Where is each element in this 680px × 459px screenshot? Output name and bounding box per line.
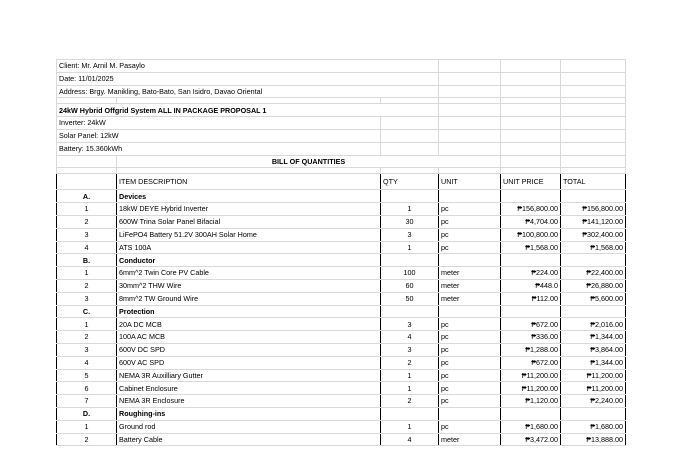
- item-unit-price-cell[interactable]: ₱224.00: [501, 267, 561, 280]
- item-total-cell[interactable]: ₱22,400.00: [561, 267, 626, 280]
- item-row: [57, 241, 626, 254]
- section-letter-cell[interactable]: B.: [57, 254, 117, 267]
- empty-total-cell[interactable]: [561, 407, 626, 420]
- proposal-title-row: [57, 104, 626, 117]
- battery-row: [57, 142, 626, 155]
- empty-price-cell[interactable]: [501, 254, 561, 267]
- item-unit-cell[interactable]: pc: [439, 318, 501, 331]
- item-total-cell[interactable]: ₱2,016.00: [561, 318, 626, 331]
- section-row: [57, 305, 626, 318]
- item-number-cell[interactable]: 4: [57, 241, 117, 254]
- item-row: [57, 203, 626, 216]
- empty-total-cell[interactable]: [561, 190, 626, 203]
- item-unit-cell[interactable]: pc: [439, 215, 501, 228]
- item-row: [57, 267, 626, 280]
- item-total-cell[interactable]: ₱141,120.00: [561, 215, 626, 228]
- item-unit-price-cell[interactable]: ₱112.00: [501, 292, 561, 305]
- item-unit-price-cell[interactable]: ₱11,200.00: [501, 369, 561, 382]
- item-number-cell[interactable]: 2: [57, 215, 117, 228]
- item-unit-price-cell[interactable]: ₱4,704.00: [501, 215, 561, 228]
- item-number-cell[interactable]: 1: [57, 318, 117, 331]
- item-unit-price-cell[interactable]: ₱672.00: [501, 356, 561, 369]
- item-unit-cell[interactable]: pc: [439, 382, 501, 395]
- item-description-cell[interactable]: 8mm^2 TW Ground Wire: [117, 292, 381, 305]
- item-row: [57, 382, 626, 395]
- section-letter-cell[interactable]: A.: [57, 190, 117, 203]
- header-unit-price-cell[interactable]: UNIT PRICE: [501, 174, 561, 190]
- item-qty-cell[interactable]: 3: [381, 318, 439, 331]
- item-number-cell[interactable]: 1: [57, 420, 117, 433]
- item-row: [57, 331, 626, 344]
- client-row: [57, 60, 626, 73]
- item-row: [57, 395, 626, 408]
- item-unit-price-cell[interactable]: ₱336.00: [501, 331, 561, 344]
- item-qty-cell[interactable]: 2: [381, 395, 439, 408]
- battery-cell[interactable]: Battery: 15.360kWh: [57, 142, 381, 155]
- item-unit-cell[interactable]: pc: [439, 420, 501, 433]
- item-qty-cell[interactable]: 4: [381, 331, 439, 344]
- item-number-cell[interactable]: 5: [57, 369, 117, 382]
- address-row: [57, 85, 626, 98]
- item-unit-price-cell[interactable]: ₱100,800.00: [501, 228, 561, 241]
- item-unit-price-cell[interactable]: ₱1,288.00: [501, 343, 561, 356]
- item-unit-price-cell[interactable]: ₱672.00: [501, 318, 561, 331]
- empty-price-cell[interactable]: [501, 407, 561, 420]
- item-qty-cell[interactable]: 3: [381, 343, 439, 356]
- item-description-cell[interactable]: LiFePO4 Battery 51.2V 300AH Solar Home: [117, 228, 381, 241]
- client-cell[interactable]: Client: Mr. Arnil M. Pasaylo: [57, 60, 439, 73]
- empty-qty-cell[interactable]: [381, 305, 439, 318]
- item-total-cell[interactable]: ₱1,344.00: [561, 331, 626, 344]
- item-unit-price-cell[interactable]: ₱1,680.00: [501, 420, 561, 433]
- item-unit-cell[interactable]: meter: [439, 292, 501, 305]
- section-row: [57, 407, 626, 420]
- item-unit-price-cell[interactable]: ₱156,800.00: [501, 203, 561, 216]
- item-qty-cell[interactable]: 1: [381, 241, 439, 254]
- item-row: [57, 420, 626, 433]
- item-qty-cell[interactable]: 100: [381, 267, 439, 280]
- item-total-cell[interactable]: ₱5,600.00: [561, 292, 626, 305]
- item-qty-cell[interactable]: 60: [381, 279, 439, 292]
- item-unit-price-cell[interactable]: ₱11,200.00: [501, 382, 561, 395]
- empty-qty-cell[interactable]: [381, 190, 439, 203]
- item-qty-cell[interactable]: 2: [381, 356, 439, 369]
- empty-total-cell[interactable]: [561, 305, 626, 318]
- solar-panel-row: [57, 129, 626, 142]
- item-unit-cell[interactable]: pc: [439, 228, 501, 241]
- item-number-cell[interactable]: 1: [57, 203, 117, 216]
- empty-unit-cell[interactable]: [439, 254, 501, 267]
- item-row: [57, 369, 626, 382]
- item-row: [57, 279, 626, 292]
- item-row: [57, 228, 626, 241]
- item-description-cell[interactable]: 20A DC MCB: [117, 318, 381, 331]
- column-header-row: [57, 174, 626, 190]
- item-number-cell[interactable]: 2: [57, 279, 117, 292]
- item-row: [57, 215, 626, 228]
- item-qty-cell[interactable]: 4: [381, 433, 439, 446]
- item-unit-cell[interactable]: meter: [439, 279, 501, 292]
- item-qty-cell[interactable]: 1: [381, 382, 439, 395]
- item-description-cell[interactable]: 100A AC MCB: [117, 331, 381, 344]
- item-description-cell[interactable]: Battery Cable: [117, 433, 381, 446]
- item-number-cell[interactable]: 3: [57, 228, 117, 241]
- inverter-row: [57, 117, 626, 130]
- item-unit-price-cell[interactable]: ₱3,472.00: [501, 433, 561, 446]
- item-total-cell[interactable]: ₱11,200.00: [561, 369, 626, 382]
- item-description-cell[interactable]: NEMA 3R Enclosure: [117, 395, 381, 408]
- boq-title-row: [57, 155, 626, 168]
- bill-of-quantities-sheet: [56, 59, 626, 446]
- header-unit-cell[interactable]: UNIT: [439, 174, 501, 190]
- item-total-cell[interactable]: ₱1,568.00: [561, 241, 626, 254]
- section-name-cell[interactable]: Roughing-ins: [117, 407, 381, 420]
- item-description-cell[interactable]: NEMA 3R Auxilliary Gutter: [117, 369, 381, 382]
- section-name-cell[interactable]: Protection: [117, 305, 381, 318]
- item-description-cell[interactable]: 600W Trina Solar Panel Bifacial: [117, 215, 381, 228]
- item-unit-cell[interactable]: pc: [439, 356, 501, 369]
- item-unit-price-cell[interactable]: ₱1,120.00: [501, 395, 561, 408]
- item-unit-cell[interactable]: pc: [439, 241, 501, 254]
- date-cell[interactable]: Date: 11/01/2025: [57, 72, 439, 85]
- item-number-cell[interactable]: 2: [57, 331, 117, 344]
- header-no-cell[interactable]: [57, 174, 117, 190]
- item-description-cell[interactable]: Cabinet Enclosure: [117, 382, 381, 395]
- header-description-cell[interactable]: ITEM DESCRIPTION: [117, 174, 381, 190]
- empty-unit-cell[interactable]: [439, 190, 501, 203]
- item-description-cell[interactable]: 18kW DEYE Hybrid Inverter: [117, 203, 381, 216]
- proposal-title-cell[interactable]: 24kW Hybrid Offgrid System ALL IN PACKAGE PROPOSAL 1: [57, 104, 439, 117]
- item-unit-cell[interactable]: pc: [439, 395, 501, 408]
- item-row: [57, 318, 626, 331]
- item-unit-cell[interactable]: pc: [439, 369, 501, 382]
- empty-qty-cell[interactable]: [381, 407, 439, 420]
- item-number-cell[interactable]: 3: [57, 343, 117, 356]
- item-total-cell[interactable]: ₱156,800.00: [561, 203, 626, 216]
- item-number-cell[interactable]: 1: [57, 267, 117, 280]
- item-number-cell[interactable]: 7: [57, 395, 117, 408]
- section-row: [57, 190, 626, 203]
- empty-unit-cell[interactable]: [439, 305, 501, 318]
- item-total-cell[interactable]: ₱3,864.00: [561, 343, 626, 356]
- item-total-cell[interactable]: ₱302,400.00: [561, 228, 626, 241]
- item-unit-cell[interactable]: pc: [439, 331, 501, 344]
- item-qty-cell[interactable]: 1: [381, 369, 439, 382]
- item-number-cell[interactable]: 4: [57, 356, 117, 369]
- item-total-cell[interactable]: ₱2,240.00: [561, 395, 626, 408]
- item-total-cell[interactable]: ₱11,200.00: [561, 382, 626, 395]
- inverter-cell[interactable]: Inverter: 24kW: [57, 117, 381, 130]
- item-total-cell[interactable]: ₱13,888.00: [561, 433, 626, 446]
- item-unit-price-cell[interactable]: ₱1,568.00: [501, 241, 561, 254]
- item-description-cell[interactable]: 30mm^2 THW Wire: [117, 279, 381, 292]
- item-row: [57, 343, 626, 356]
- boq-title-cell[interactable]: BILL OF QUANTITIES: [117, 155, 501, 168]
- empty-price-cell[interactable]: [501, 305, 561, 318]
- empty-unit-cell[interactable]: [439, 407, 501, 420]
- item-description-cell[interactable]: ATS 100A: [117, 241, 381, 254]
- item-number-cell[interactable]: 3: [57, 292, 117, 305]
- section-name-cell[interactable]: Devices: [117, 190, 381, 203]
- item-unit-cell[interactable]: pc: [439, 343, 501, 356]
- item-number-cell[interactable]: 6: [57, 382, 117, 395]
- address-cell[interactable]: Address: Brgy. Manikling, Bato-Bato, San Isidro, Davao Oriental: [57, 85, 439, 98]
- item-qty-cell[interactable]: 3: [381, 228, 439, 241]
- header-qty-cell[interactable]: QTY: [381, 174, 439, 190]
- date-row: [57, 72, 626, 85]
- item-unit-cell[interactable]: meter: [439, 433, 501, 446]
- section-name-cell[interactable]: Conductor: [117, 254, 381, 267]
- item-total-cell[interactable]: ₱1,344.00: [561, 356, 626, 369]
- item-qty-cell[interactable]: 1: [381, 420, 439, 433]
- item-total-cell[interactable]: ₱26,880.00: [561, 279, 626, 292]
- item-unit-cell[interactable]: pc: [439, 203, 501, 216]
- item-row: [57, 292, 626, 305]
- section-letter-cell[interactable]: D.: [57, 407, 117, 420]
- solar-panel-cell[interactable]: Solar Panel: 12kW: [57, 129, 381, 142]
- empty-qty-cell[interactable]: [381, 254, 439, 267]
- item-row: [57, 356, 626, 369]
- item-row: [57, 433, 626, 446]
- item-number-cell[interactable]: 2: [57, 433, 117, 446]
- header-total-cell[interactable]: TOTAL: [561, 174, 626, 190]
- section-letter-cell[interactable]: C.: [57, 305, 117, 318]
- empty-price-cell[interactable]: [501, 190, 561, 203]
- section-row: [57, 254, 626, 267]
- item-unit-cell[interactable]: meter: [439, 267, 501, 280]
- item-description-cell[interactable]: Ground rod: [117, 420, 381, 433]
- item-qty-cell[interactable]: 50: [381, 292, 439, 305]
- item-description-cell[interactable]: 600V DC SPD: [117, 343, 381, 356]
- item-description-cell[interactable]: 6mm^2 Twin Core PV Cable: [117, 267, 381, 280]
- item-description-cell[interactable]: 600V AC SPD: [117, 356, 381, 369]
- empty-total-cell[interactable]: [561, 254, 626, 267]
- item-unit-price-cell[interactable]: ₱448.0: [501, 279, 561, 292]
- item-total-cell[interactable]: ₱1,680.00: [561, 420, 626, 433]
- item-qty-cell[interactable]: 1: [381, 203, 439, 216]
- item-qty-cell[interactable]: 30: [381, 215, 439, 228]
